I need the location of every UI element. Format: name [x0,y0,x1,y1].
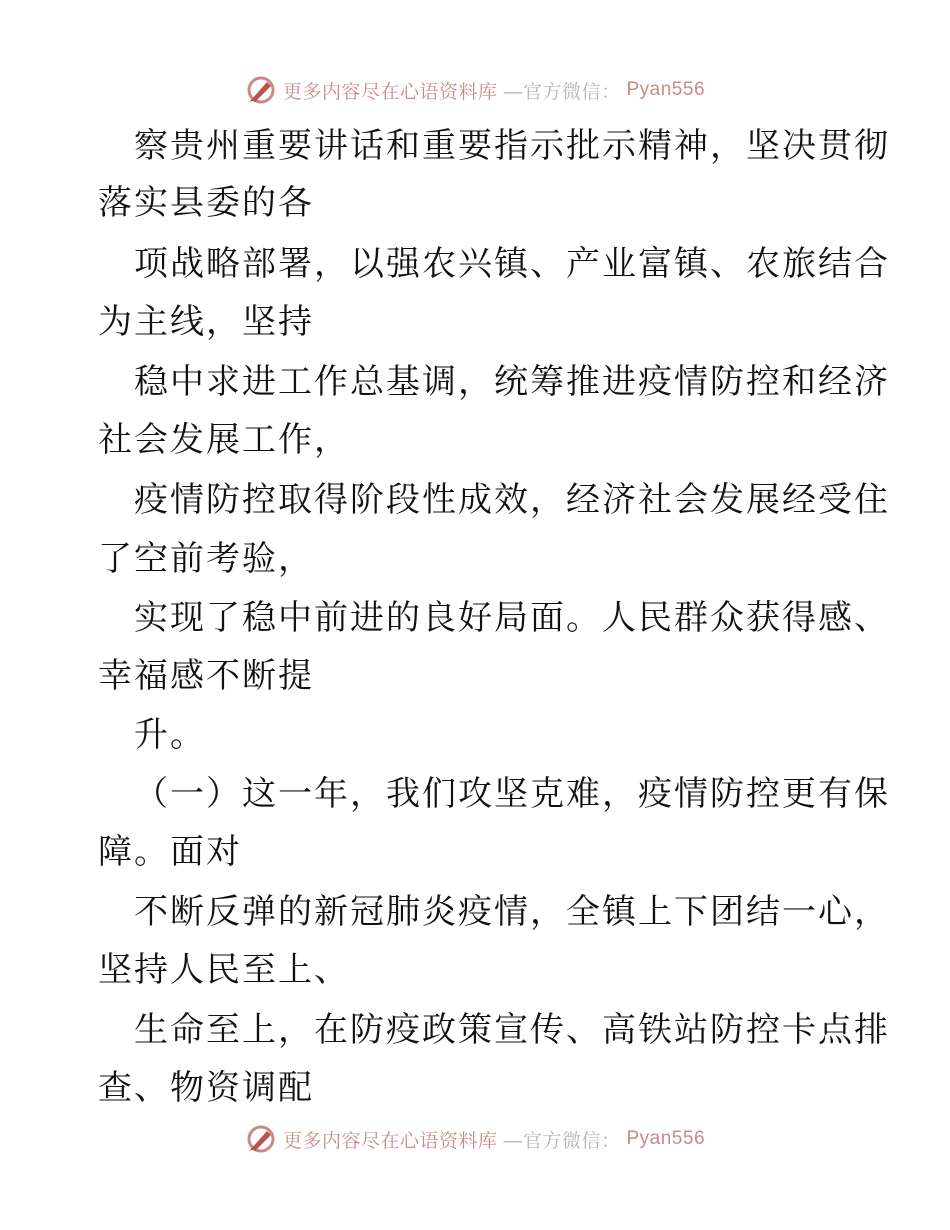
text-line: 不断反弹的新冠肺炎疫情，全镇上下团结一心， [134,892,890,932]
text-line: 社会发展工作， [98,420,350,460]
text-line: 障。面对 [98,832,242,872]
text-line: 坚持人民至上、 [98,950,350,990]
text-line: 幸福感不断提 [98,656,314,696]
pen-logo-icon [245,74,277,106]
watermark-account: Pyan556 [626,79,706,100]
text-line: （一）这一年，我们攻坚克难，疫情防控更有保 [134,774,890,814]
text-line: 升。 [134,715,206,755]
header-watermark [0,70,950,110]
footer-watermark [0,1119,950,1159]
pen-logo-icon [245,1123,277,1155]
text-line: 疫情防控取得阶段性成效，经济社会发展经受住 [134,480,890,520]
text-line: 实现了稳中前进的良好局面。人民群众获得感、 [134,598,890,638]
text-line: 稳中求进工作总基调，统筹推进疫情防控和经济 [134,362,890,402]
watermark-brand-text: 更多内容尽在心语资料库 [282,81,498,103]
watermark-account: Pyan556 [626,1128,706,1149]
watermark-separator-text: —官方微信： [503,1130,621,1152]
text-line: 落实县委的各 [98,183,314,223]
text-line: 为主线，坚持 [98,302,314,342]
text-line: 项战略部署，以强农兴镇、产业富镇、农旅结合 [134,244,890,284]
text-line: 生命至上，在防疫政策宣传、高铁站防控卡点排 [134,1010,890,1050]
text-line: 了空前考验， [98,539,314,579]
watermark-separator-text: —官方微信： [503,81,621,103]
watermark-brand-text: 更多内容尽在心语资料库 [282,1130,498,1152]
text-line: 查、物资调配 [98,1068,314,1108]
text-line: 察贵州重要讲话和重要指示批示精神，坚决贯彻 [134,126,890,166]
